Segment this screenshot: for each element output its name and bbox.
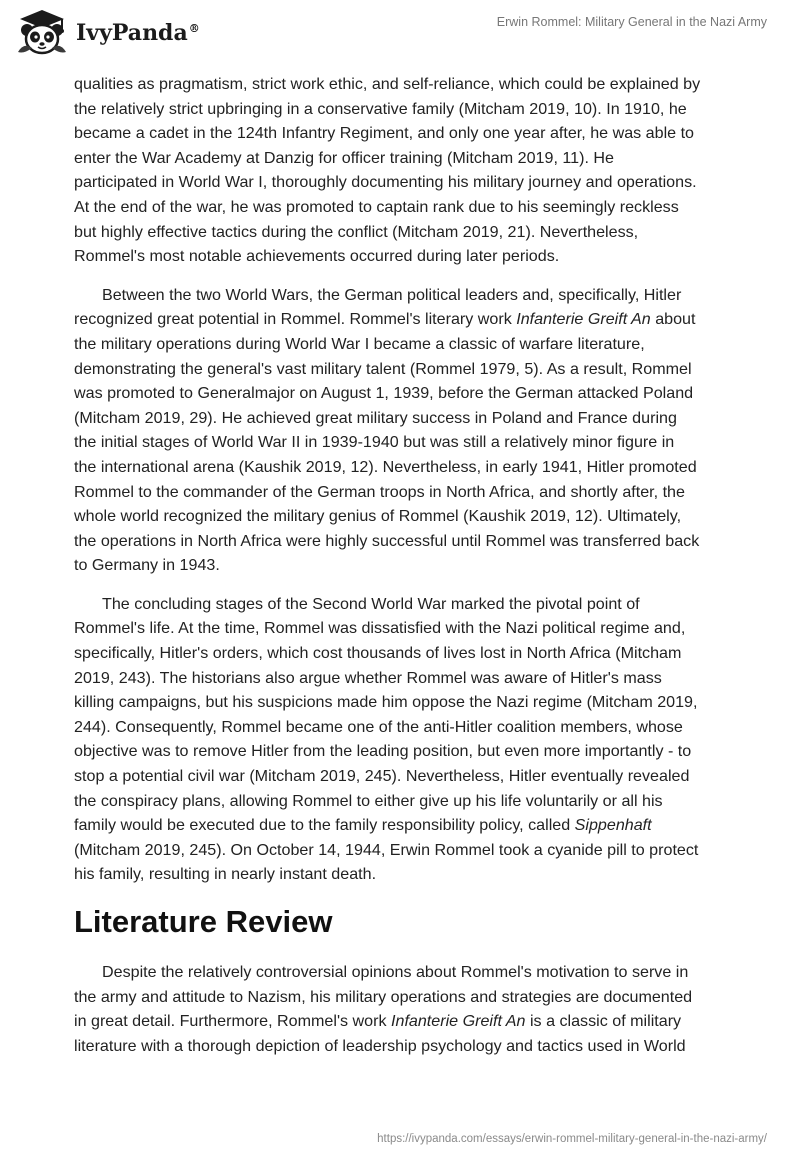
text-line: At the end of the war, he was promoted to captain rank due to his seemingly reckless <box>74 197 679 216</box>
text-line <box>74 1009 734 1034</box>
text-line: specifically, Hitler's orders, which cost thousands of lives lost in North Africa (Mitcham <box>74 644 682 663</box>
text-line: 2019, 243). The historians also argue whether Rommel was aware of Hitler's mass <box>74 668 662 687</box>
text-line: but highly effective tactics during the conflict (Mitcham 2019, 21). Nevertheless, <box>74 222 639 241</box>
paragraph-3 <box>74 592 734 887</box>
paragraph-2 <box>74 283 734 578</box>
text-line: the operations in North Africa were highly successful until Rommel was transferred back <box>74 531 700 550</box>
paragraph-1 <box>74 72 734 269</box>
text-line: Rommel's life. At the time, Rommel was dissatisfied with the Nazi political regime and, <box>74 619 686 638</box>
text-run: in great detail. Furthermore, Rommel's work <box>74 1012 392 1031</box>
text-line: stop a potential civil war (Mitcham 2019, 245). Nevertheless, Hitler eventually revealed <box>74 767 690 786</box>
text-line: demonstrating the general's vast military talent (Rommel 1979, 5). As a result, Rommel <box>74 359 692 378</box>
text-line: Between the two World Wars, the German political leaders and, specifically, Hitler <box>102 285 682 304</box>
ivypanda-logo[interactable] <box>14 8 200 56</box>
text-line: the army and attitude to Nazism, his military operations and strategies are documented <box>74 987 693 1006</box>
page-header <box>0 0 800 70</box>
registered-mark: ® <box>188 21 200 35</box>
essay-body <box>74 72 734 1072</box>
text-line: to Germany in 1943. <box>74 556 220 575</box>
book-title: Infanterie Greift An <box>516 310 651 329</box>
text-run: is a classic of military <box>525 1012 682 1031</box>
text-line: the international arena (Kaushik 2019, 12). Nevertheless, in early 1941, Hitler promoted <box>74 457 697 476</box>
text-line: literature with a thorough depiction of leadership psychology and tactics used in World <box>74 1036 686 1055</box>
text-line: Despite the relatively controversial opinions about Rommel's motivation to serve in <box>102 963 689 981</box>
text-run: about <box>650 310 696 329</box>
document-title: Erwin Rommel: Military General in the Nazi Army <box>496 15 767 29</box>
panda-graduate-icon <box>14 8 70 56</box>
logo-name: IvyPanda <box>76 20 188 46</box>
text-line: 244). Consequently, Rommel became one of the anti-Hitler coalition members, whose <box>74 717 683 736</box>
text-line: whole world recognized the military genius of Rommel (Kaushik 2019, 12). Ultimately, <box>74 507 682 526</box>
text-line: became a cadet in the 124th Infantry Regiment, and only one year after, he was able to <box>74 124 695 143</box>
text-line: the military operations during World War I became a classic of warfare literature, <box>74 334 645 353</box>
text-run: recognized great potential in Rommel. Rommel's literary work <box>74 310 517 329</box>
text-line: The concluding stages of the Second World War marked the pivotal point of <box>102 594 640 613</box>
text-run: family would be executed due to the family responsibility policy, called <box>74 816 575 835</box>
text-line: the relatively strict upbringing in a conservative family (Mitcham 2019, 10). In 1910, he <box>74 99 687 118</box>
text-line: (Mitcham 2019, 29). He achieved great military success in Poland and France during <box>74 408 677 427</box>
logo-wordmark <box>76 20 200 46</box>
text-line: participated in World War I, thoroughly documenting his military journey and operations. <box>74 173 697 192</box>
text-line: the conspiracy plans, allowing Rommel to either give up his life voluntarily or all his <box>74 791 663 810</box>
text-line: enter the War Academy at Danzig for officer training (Mitcham 2019, 11). He <box>74 148 614 167</box>
text-line: was promoted to Generalmajor on August 1, 1939, before the German attacked Poland <box>74 384 694 403</box>
text-line: objective was to remove Hitler from the leading position, but even more importantly - to <box>74 742 692 761</box>
text-line: (Mitcham 2019, 245). On October 14, 1944, Erwin Rommel took a cyanide pill to protect <box>74 840 699 859</box>
source-url-link[interactable]: https://ivypanda.com/essays/erwin-rommel-military-general-in-the-nazi-army/ <box>377 1133 767 1145</box>
text-line: Rommel to the commander of the German troops in North Africa, and shortly after, the <box>74 482 685 501</box>
text-line <box>74 813 734 838</box>
text-line: his family, resulting in nearly instant death. <box>74 865 377 884</box>
text-line: Rommel's most notable achievements occurred during later periods. <box>74 247 560 266</box>
text-line: killing campaigns, but his suspicions made him oppose the Nazi regime (Mitcham 2019, <box>74 693 698 712</box>
paragraph-4 <box>74 960 734 1058</box>
text-line: qualities as pragmatism, strict work ethic, and self-reliance, which could be explained by <box>74 75 701 93</box>
book-title: Infanterie Greift An <box>391 1012 526 1031</box>
policy-term: Sippenhaft <box>574 816 652 835</box>
section-heading: Literature Review <box>74 904 333 939</box>
text-line <box>74 307 734 332</box>
text-line: the initial stages of World War II in 1939-1940 but was still a relatively minor figure in <box>74 433 675 452</box>
